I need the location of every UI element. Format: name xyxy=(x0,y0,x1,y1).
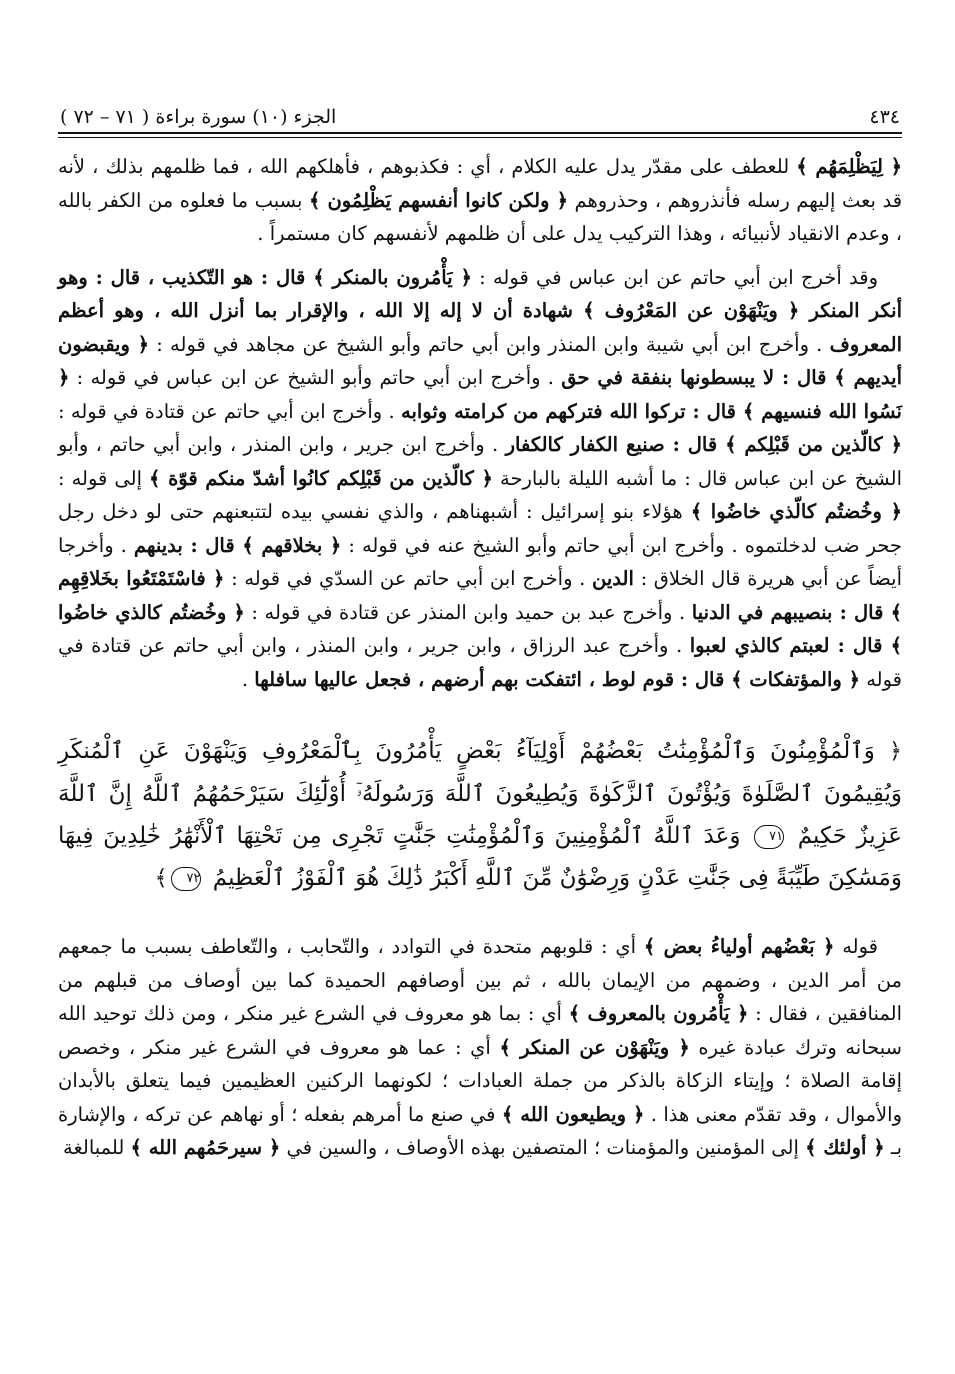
commentary-bold: ﴿ ويطيعون الله ﴾ xyxy=(501,1102,645,1126)
page-number: ٤٣٤ xyxy=(869,106,900,128)
quran-citation: ﴿ لِيَظْلِمَهُم ﴾ xyxy=(796,155,902,178)
tafsir-intro-paragraph xyxy=(58,150,902,251)
intro-text: للعطف على مقدّر يدل عليه الكلام ، أي : فكذبوهم ، فأهلكهم الله ، فما ظلمهم بذلك ، لأنه قد بعث إليهم رسله فأنذروهم ، وحذروهم xyxy=(58,155,903,212)
commentary-text: أي : عما هو معروف في الشرع غير منكر ، وخصص إقامة الصلاة ؛ وإيتاء الزكاة بالذكر من جملة العبادات ؛ لكونهما الركنين العظيمين فيما يتعلق بالأبدان والأموال ، وقد تقدّم معنى هذا . xyxy=(58,1035,902,1126)
ayah-number-71: ٧١ xyxy=(754,825,784,849)
athar-bold: ﴿ كالّذين من قَبْلِكم ﴾ قال : صنيع الكفار كالكفار xyxy=(505,433,902,456)
quran-verses-block xyxy=(58,730,902,900)
athar-text: هؤلاء بنو إسرائيل : أشبهناهم ، والذي نفسي بيده لتتبعنهم حتى لو دخل رجل جحر ضب لدخلتموه . وأخرج ابن أبي حاتم وأبو الشيخ عنه في قوله : xyxy=(58,500,902,557)
running-header xyxy=(58,88,902,134)
intro-text: بسبب ما فعلوه من الكفر بالله ، وعدم الانقياد لأنبيائه ، وهذا التركيب يدل على أن ظلمهم لأنفسهم كان مستمراً . xyxy=(58,188,902,245)
athar-text: إلى قوله : xyxy=(58,466,150,490)
ornate-bracket-close: ﴾ xyxy=(154,866,168,891)
commentary-text: إلى المؤمنين والمؤمنات ؛ المتصفين بهذه الأوصاف ، والسين في xyxy=(280,1136,806,1159)
athar-bold: ﴿ وخُضتُم كالّذي خاضُوا ﴾ xyxy=(690,500,902,523)
commentary-text: أي : بما هو معروف في الشرع غير منكر ، ومن ذلك توحيد الله سبحانه وترك عبادة غيره xyxy=(58,1002,902,1059)
ornate-bracket-open: ﴿ xyxy=(889,739,902,764)
athar-bold: ﴿ فاسْتَمْتَعُوا بخَلاقِهِم ﴾ قال : بنصيبهم في الدنيا xyxy=(58,567,902,624)
athar-bold: ﴿ نَسُوا الله فنسيهم ﴾ قال : تركوا الله فتركهم من كرامته وثوابه xyxy=(58,366,902,423)
quran-citation: ﴿ ولكن كانوا أنفسهم يَظْلِمُون ﴾ xyxy=(308,188,568,212)
athar-text: . وأخرج ابن جرير ، وابن المنذر ، وابن أبي حاتم ، وأبو الشيخ عن ابن عباس قال : ما أشبه الليلة بالبارحة xyxy=(58,433,902,490)
commentary-bold: ﴿ يَأْمُرون بالمعروف ﴾ xyxy=(568,1002,749,1025)
commentary-bold: ﴿ أولئك ﴾ xyxy=(805,1136,885,1159)
athar-bold: ﴿ بخلاقهم ﴾ قال : بدينهم xyxy=(133,533,342,557)
athar-text: . وأخرج عبد الرزاق ، وابن جرير ، وابن المنذر ، وابن أبي حاتم عن قتادة في قوله xyxy=(58,634,902,691)
athar-bold: ﴿ والمؤتفكات ﴾ قال : قوم لوط ، ائتفكت بهم أرضهم ، فجعل عاليها سافلها xyxy=(254,667,860,691)
athar-text: . xyxy=(241,667,255,691)
athar-text: . وأخرجا أيضاً عن أبي هريرة قال الخلاق : xyxy=(58,533,902,590)
commentary-paragraph xyxy=(58,930,902,1165)
athar-text: . وأخرج ابن أبي حاتم وأبو الشيخ عن ابن عباس في قوله : xyxy=(69,366,562,389)
commentary-bold: ﴿ سيرحَمُهم الله ﴾ xyxy=(130,1136,281,1159)
commentary-bold: ﴿ ويَنْهَوْن عن المنكر ﴾ xyxy=(499,1035,690,1059)
athar-bold: ﴿ وخُضتُم كالذي خاضُوا ﴾ قال : لعبتم كالذي لعبوا xyxy=(58,600,902,657)
athar-bold: الدين xyxy=(592,567,634,590)
athar-text: . وأخرج ابن أبي حاتم عن قتادة في قوله : xyxy=(58,399,401,423)
header-divider xyxy=(58,137,902,138)
verse-71-text: وَٱلْمُؤْمِنُونَ وَٱلْمُؤْمِنَٰتُ بَعْضُهُمْ أَوْلِيَآءُ بَعْضٍ يَأْمُرُونَ بِٱلْمَعْرُوفِ وَيَنْهَوْنَ عَنِ ٱلْمُنكَرِ وَيُقِيمُونَ ٱلصَّلَوٰةَ وَيُؤْتُونَ ٱلزَّكَوٰةَ وَيُطِيعُونَ ٱللَّهَ وَرَسُولَهُۥٓ أُوْلَٰٓئِكَ سَيَرْحَمُهُمُ ٱللَّهُ إِنَّ ٱللَّهَ عَزِيزٌ حَكِيمٌ xyxy=(58,738,903,849)
commentary-text: للمبالغة xyxy=(63,1136,131,1159)
athar-bold: ﴿ كالّذين من قَبْلِكم كانُوا أشدّ منكم قوّة ﴾ xyxy=(149,466,493,490)
athar-bold: ﴿ ويقبضون أيديهم ﴾ قال : لا يبسطونها بنفقة في حق xyxy=(58,332,902,389)
verse-72-text: وَعَدَ ٱللَّهُ ٱلْمُؤْمِنِينَ وَٱلْمُؤْمِنَٰتِ جَنَّٰتٍ تَجْرِى مِن تَحْتِهَا ٱلْأَنْهَٰرُ خَٰلِدِينَ فِيهَا وَمَسَٰكِنَ طَيِّبَةً فِى جَنَّٰتِ عَدْنٍ وَرِضْوَٰنٌ مِّنَ ٱللَّهِ أَكْبَرُ ذَٰلِكَ هُوَ ٱلْفَوْزُ ٱلْعَظِيمُ xyxy=(58,823,902,891)
athar-text: . وأخرج ابن أبي حاتم عن السدّي في قوله : xyxy=(224,567,593,590)
commentary-text: قوله xyxy=(834,935,878,958)
athar-bold: ﴿ يَأْمُرون بالمنكر ﴾ قال : هو التّكذيب ، قال : وهو أنكر المنكر ﴿ ويَنْهَوْن عن المَعْرُوف ﴾ شهادة أن لا إله إلا الله ، والإقرار بما أنزل الله ، وهو أعظم المعروف xyxy=(58,265,902,356)
athar-text: وقد أخرج ابن أبي حاتم عن ابن عباس في قوله : xyxy=(471,265,878,289)
athar-text: . وأخرج عبد بن حميد وابن المنذر عن قتادة في قوله : xyxy=(244,600,692,624)
book-page xyxy=(58,88,902,1165)
athar-text: . وأخرج ابن أبي شيبة وابن المنذر وابن أبي حاتم وأبو الشيخ عن مجاهد في قوله : xyxy=(149,332,830,356)
running-title: الجزء (١٠) سورة براءة ( ٧١ – ٧٢ ) xyxy=(60,106,337,128)
commentary-bold: ﴿ بَعْضُهم أولياءُ بعض ﴾ xyxy=(643,935,835,958)
ayah-number-72: ٧٢ xyxy=(171,867,201,891)
commentary-text: أي : قلوبهم متحدة في التوادد ، والتّحابب ، والتّعاطف بسبب ما جمعهم من أمر الدين ، وضمهم من الإيمان بالله ، ثم بين أوصافهم الحميدة كما بين أوصاف من قبلهم من المنافقين ، فقال : xyxy=(58,935,902,1025)
commentary-text: في صنع ما أمرهم بفعله ؛ أو نهاهم عن تركه ، والإشارة بـ xyxy=(58,1102,902,1159)
athar-paragraph xyxy=(58,261,902,697)
